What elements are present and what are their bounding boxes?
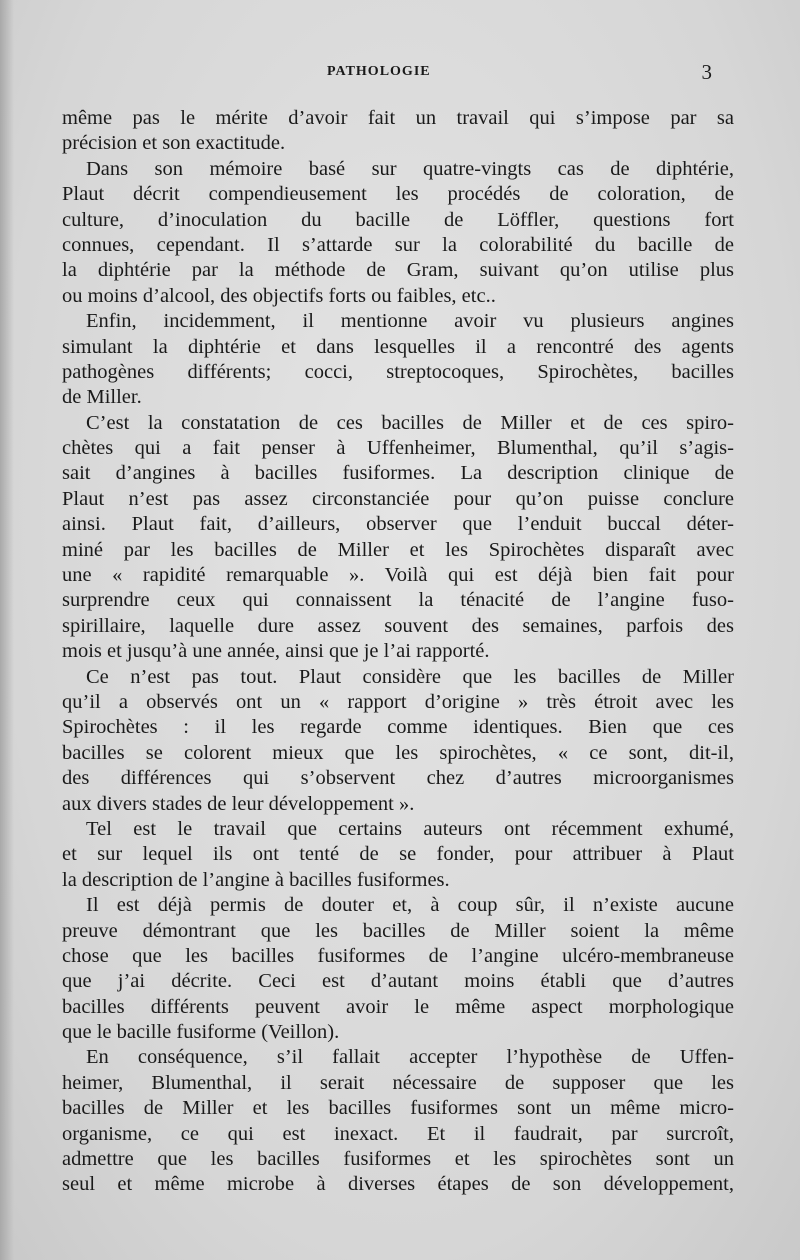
text-line: Tel est le travail que certains auteurs ont récemment exhumé, [86,817,734,840]
page-header [62,60,712,88]
text-line: spirillaire, laquelle dure assez souvent des semaines, parfois des [62,614,734,637]
text-line: que j’ai décrite. Ceci est d’autant moins établi que d’autres [62,970,734,993]
text-line: organisme, ce qui est inexact. Et il faudrait, par surcroît, [62,1122,734,1145]
text-line: chètes qui a fait penser à Uffenheimer, Blumenthal, qu’il s’agis- [62,437,734,460]
text-line: connues, cependant. Il s’attarde sur la colorabilité du bacille de [62,233,734,256]
text-line: Spirochètes : il les regarde comme identiques. Bien que ces [62,716,734,739]
text-line: En conséquence, s’il fallait accepter l’hypothèse de Uffen- [86,1046,734,1069]
text-line: Il est déjà permis de douter et, à coup sûr, il n’existe aucune [86,894,734,917]
text-line: ainsi. Plaut fait, d’ailleurs, observer que l’enduit buccal déter- [62,513,734,536]
text-line: des différences qui s’observent chez d’autres microorganismes [62,767,734,790]
text-line: de Miller. [62,386,142,409]
running-head: PATHOLOGIE [327,64,431,79]
text-line: seul et même microbe à diverses étapes de son développement, [62,1173,734,1196]
text-line: mois et jusqu’à une année, ainsi que je l’ai rapporté. [62,640,490,663]
text-line: preuve démontrant que les bacilles de Miller soient la même [62,919,734,942]
text-line: une « rapidité remarquable ». Voilà qui est déjà bien fait pour [62,564,734,587]
text-line: bacilles différents peuvent avoir le même aspect morphologique [62,995,734,1018]
text-line: aux divers stades de leur développement ». [62,792,415,815]
text-line: et sur lequel ils ont tenté de se fonder, pour attribuer à Plaut [62,843,734,866]
text-line: Dans son mémoire basé sur quatre-vingts cas de diphtérie, [86,157,734,180]
text-line: que le bacille fusiforme (Veillon). [62,1021,340,1044]
text-line: surprendre ceux qui connaissent la ténacité de l’angine fuso- [62,589,734,612]
text-line: Plaut n’est pas assez circonstanciée pour qu’on puisse conclure [62,487,734,510]
text-line: bacilles de Miller et les bacilles fusiformes sont un même micro- [62,1097,734,1120]
text-line: même pas le mérite d’avoir fait un travail qui s’impose par sa [62,107,734,129]
binding-shadow [0,0,14,1260]
text-line: chose que les bacilles fusiformes de l’angine ulcéro-membraneuse [62,944,734,967]
text-line: Plaut décrit compendieusement les procédés de coloration, de [62,183,734,206]
text-line: culture, d’inoculation du bacille de Löffler, questions fort [62,208,734,231]
text-line: ou moins d’alcool, des objectifs forts ou faibles, etc.. [62,284,496,307]
text-line: pathogènes différents; cocci, streptocoques, Spirochètes, bacilles [62,360,734,383]
text-line: C’est la constatation de ces bacilles de Miller et de ces spiro- [86,411,734,434]
text-line: la description de l’angine à bacilles fusiformes. [62,868,450,891]
text-line: miné par les bacilles de Miller et les Spirochètes disparaît avec [62,538,734,561]
text-line: simulant la diphtérie et dans lesquelles il a rencontré des agents [62,335,734,358]
text-line: Ce n’est pas tout. Plaut considère que les bacilles de Miller [86,665,734,688]
text-line: précision et son exactitude. [62,132,286,155]
text-line: heimer, Blumenthal, il serait nécessaire de supposer que les [62,1071,734,1094]
text-line: sait d’angines à bacilles fusiformes. La description clinique de [62,462,734,485]
body-text [62,106,734,1198]
text-line: qu’il a observés ont un « rapport d’origine » très étroit avec les [62,690,734,713]
text-line: bacilles se colorent mieux que les spirochètes, « ce sont, dit-il, [62,741,734,764]
text-line: Enfin, incidemment, il mentionne avoir vu plusieurs angines [86,310,734,333]
text-line: la diphtérie par la méthode de Gram, suivant qu’on utilise plus [62,259,734,282]
page-number: 3 [701,60,712,84]
text-line: admettre que les bacilles fusiformes et les spirochètes sont un [62,1148,734,1171]
